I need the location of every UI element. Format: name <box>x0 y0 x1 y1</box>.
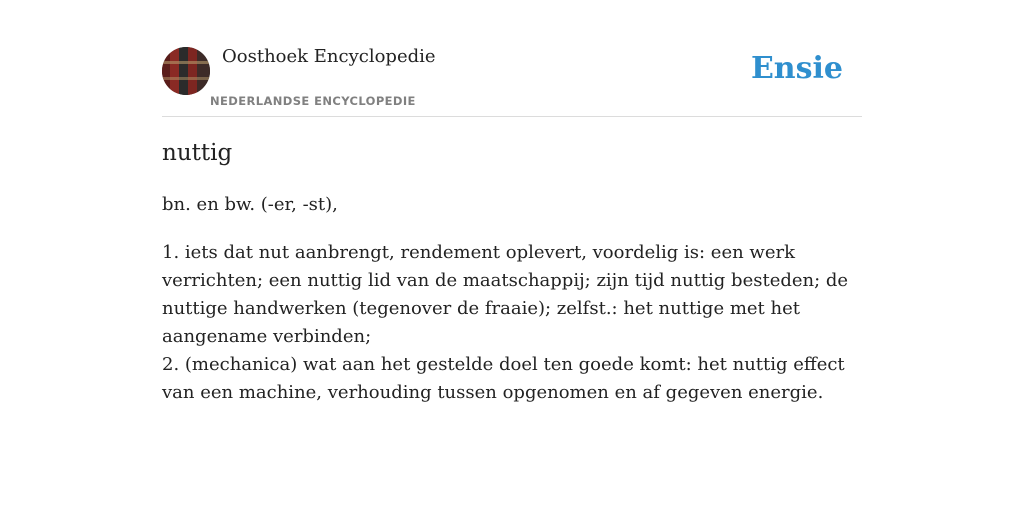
entry-term: nuttig <box>162 140 233 166</box>
source-title[interactable]: Oosthoek Encyclopedie <box>222 46 436 67</box>
brand-logo[interactable]: Ensie <box>750 51 843 86</box>
definition-item: 1. iets dat nut aanbrengt, rendement oplevert, voordelig is: een werk verrichten; een nuttig lid van de maatschappij; zijn tijd nuttig besteden; de nuttige handwerken (tegenover de fraaie); zelfst.: het nuttige met het aangename verbinden; <box>162 242 849 347</box>
site-header <box>162 0 862 117</box>
entry-grammar: bn. en bw. (-er, -st), <box>162 194 338 215</box>
definition-item: 2. (mechanica) wat aan het gestelde doel ten goede komt: het nuttig effect van een machine, verhouding tussen opgenomen en af gegeven energie. <box>162 354 845 403</box>
entry-definition <box>162 239 862 407</box>
source-subtitle: NEDERLANDSE ENCYCLOPEDIE <box>210 94 416 108</box>
encyclopedia-books-icon[interactable] <box>162 47 210 95</box>
